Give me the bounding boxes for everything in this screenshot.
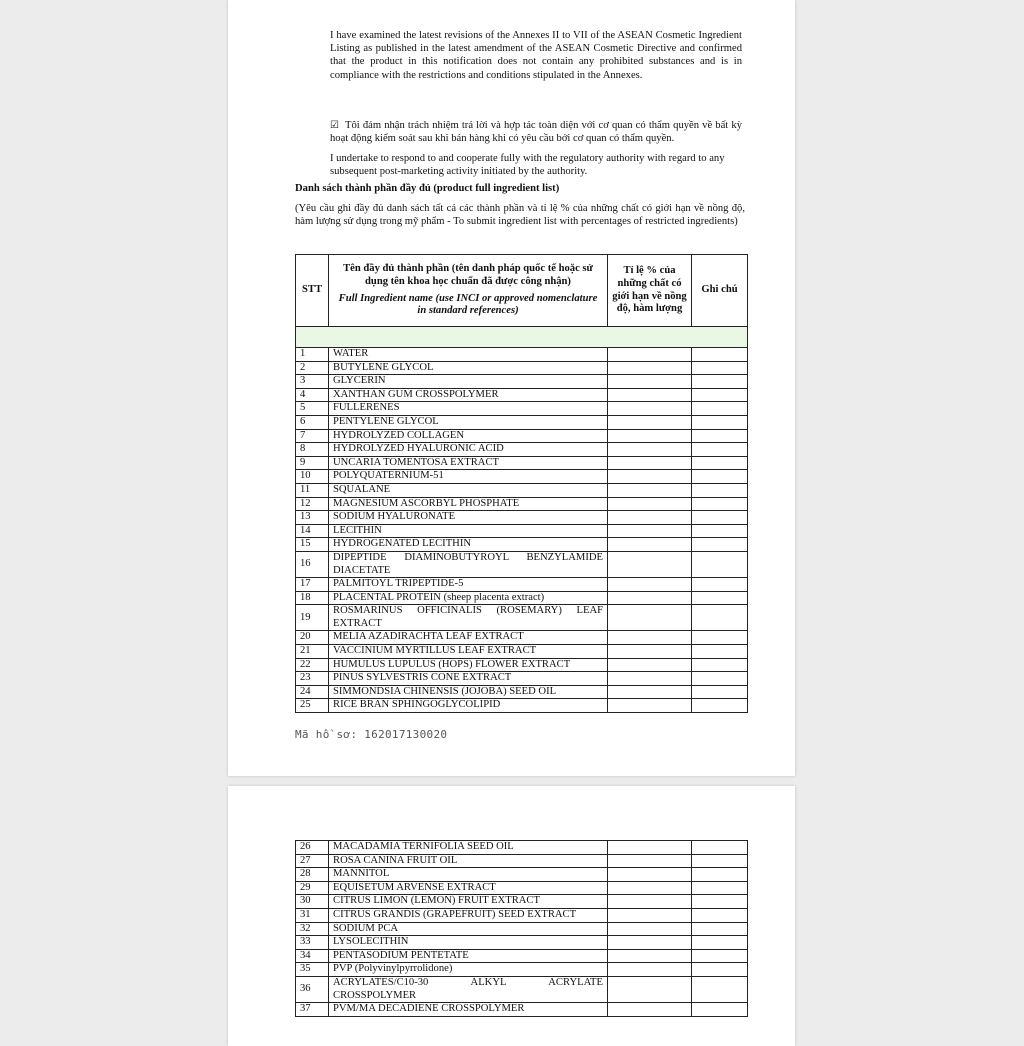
note-cell <box>692 443 748 457</box>
restricted-percent-cell <box>608 1003 692 1017</box>
row-number: 3 <box>296 375 329 389</box>
table-row <box>296 685 748 699</box>
ingredient-name: PENTYLENE GLYCOL <box>329 415 608 429</box>
ingredient-name: SQUALANE <box>329 483 608 497</box>
ingredient-name: POLYQUATERNIUM-51 <box>329 470 608 484</box>
table-header-row <box>296 255 748 327</box>
table-row <box>296 936 748 950</box>
restricted-percent-cell <box>608 524 692 538</box>
table-row <box>296 511 748 525</box>
row-number: 6 <box>296 415 329 429</box>
note-cell <box>692 375 748 389</box>
blank-highlight-cell <box>296 327 748 348</box>
annex-compliance-paragraph: I have examined the latest revisions of the Annexes II to VII of the ASEAN Cosmetic Ingredient Listing as published in the latest amendment of the ASEAN Cosmetic Directive and confirmed that the product in this notification does not contain any prohibited substances and is in compliance with the restrictions and conditions stipulated in the Annexes. <box>330 30 742 81</box>
ingredient-name: LECITHIN <box>329 524 608 538</box>
row-number: 5 <box>296 402 329 416</box>
table-row <box>296 1003 748 1017</box>
undertake-en-paragraph: I undertake to respond to and cooperate fully with the regulatory authority with regard to any subsequent post-marketing activity initiated by the authority. <box>330 153 725 178</box>
ingredient-name: MANNITOL <box>329 868 608 882</box>
row-number: 22 <box>296 658 329 672</box>
ingredient-name: GLYCERIN <box>329 375 608 389</box>
ingredient-name: ROSMARINUS OFFICINALIS (ROSEMARY) LEAF EXTRACT <box>329 605 608 631</box>
row-number: 26 <box>296 841 329 855</box>
note-cell <box>692 841 748 855</box>
table-row <box>296 375 748 389</box>
row-number: 37 <box>296 1003 329 1017</box>
checked-checkbox-icon: ☑ <box>330 120 339 131</box>
restricted-percent-cell <box>608 388 692 402</box>
ingredient-name: BUTYLENE GLYCOL <box>329 361 608 375</box>
note-cell <box>692 672 748 686</box>
note-cell <box>692 949 748 963</box>
header-restricted-percent: Tỉ lệ % của những chất có giới hạn về nồng độ, hàm lượng <box>608 255 692 327</box>
table-row <box>296 497 748 511</box>
row-number: 31 <box>296 908 329 922</box>
restricted-percent-cell <box>608 672 692 686</box>
row-number: 2 <box>296 361 329 375</box>
row-number: 32 <box>296 922 329 936</box>
restricted-percent-cell <box>608 949 692 963</box>
note-cell <box>692 511 748 525</box>
note-cell <box>692 591 748 605</box>
note-cell <box>692 854 748 868</box>
row-number: 19 <box>296 605 329 631</box>
ingredient-table-page-1 <box>295 254 748 713</box>
restricted-percent-cell <box>608 483 692 497</box>
ingredient-name: RICE BRAN SPHINGOGLYCOLIPID <box>329 699 608 713</box>
row-number: 27 <box>296 854 329 868</box>
row-number: 36 <box>296 976 329 1002</box>
ingredient-name: ACRYLATES/C10-30 ALKYL ACRYLATE CROSSPOLYMER <box>329 976 608 1002</box>
table-row <box>296 348 748 362</box>
row-number: 16 <box>296 551 329 577</box>
ingredient-name: XANTHAN GUM CROSSPOLYMER <box>329 388 608 402</box>
note-cell <box>692 963 748 977</box>
ingredient-table-page-2 <box>295 840 748 1017</box>
ingredient-name: PINUS SYLVESTRIS CONE EXTRACT <box>329 672 608 686</box>
restricted-percent-cell <box>608 402 692 416</box>
ingredient-name: HYDROLYZED COLLAGEN <box>329 429 608 443</box>
table-row <box>296 976 748 1002</box>
note-cell <box>692 976 748 1002</box>
note-cell <box>692 658 748 672</box>
restricted-percent-cell <box>608 895 692 909</box>
header-ingredient-name-vn: Tên đầy đủ thành phần (tên danh pháp quốc tế hoặc sử dụng tên khoa học chuẩn đã được công nhận) <box>343 263 593 287</box>
note-cell <box>692 456 748 470</box>
ingredient-name: HYDROLYZED HYALURONIC ACID <box>329 443 608 457</box>
table-row <box>296 402 748 416</box>
ingredient-name: LYSOLECITHIN <box>329 936 608 950</box>
note-cell <box>692 429 748 443</box>
restricted-percent-cell <box>608 551 692 577</box>
table-row <box>296 854 748 868</box>
ingredient-rows-page-1 <box>296 327 748 713</box>
restricted-percent-cell <box>608 868 692 882</box>
undertake-vn-text: Tôi đảm nhận trách nhiệm trả lời và hợp tác toàn diện với cơ quan có thẩm quyền về bất kỳ hoạt động kiểm soát sau khi bán hàng khi có yêu cầu bởi cơ quan có thẩm quyền. <box>330 120 742 145</box>
restricted-percent-cell <box>608 963 692 977</box>
row-number: 11 <box>296 483 329 497</box>
header-stt: STT <box>296 255 329 327</box>
document-page-1 <box>228 0 795 776</box>
note-cell <box>692 348 748 362</box>
table-row <box>296 443 748 457</box>
table-row <box>296 524 748 538</box>
ingredient-name: SIMMONDSIA CHINENSIS (JOJOBA) SEED OIL <box>329 685 608 699</box>
note-cell <box>692 402 748 416</box>
table-row <box>296 538 748 552</box>
row-number: 12 <box>296 497 329 511</box>
note-cell <box>692 538 748 552</box>
row-number: 30 <box>296 895 329 909</box>
table-row <box>296 699 748 713</box>
note-cell <box>692 922 748 936</box>
ingredient-name: PENTASODIUM PENTETATE <box>329 949 608 963</box>
note-cell <box>692 881 748 895</box>
note-cell <box>692 631 748 645</box>
table-row <box>296 605 748 631</box>
file-code: Mã hồ sơ: 162017130020 <box>295 728 448 741</box>
row-number: 15 <box>296 538 329 552</box>
restricted-percent-cell <box>608 443 692 457</box>
note-cell <box>692 908 748 922</box>
row-number: 17 <box>296 578 329 592</box>
restricted-percent-cell <box>608 881 692 895</box>
table-row <box>296 895 748 909</box>
row-number: 34 <box>296 949 329 963</box>
ingredient-name: DIPEPTIDE DIAMINOBUTYROYL BENZYLAMIDE DIACETATE <box>329 551 608 577</box>
table-row <box>296 578 748 592</box>
table-row <box>296 841 748 855</box>
ingredient-name: CITRUS LIMON (LEMON) FRUIT EXTRACT <box>329 895 608 909</box>
restricted-percent-cell <box>608 511 692 525</box>
restricted-percent-cell <box>608 631 692 645</box>
ingredient-list-heading: Danh sách thành phần đầy đủ (product full ingredient list) <box>295 183 560 194</box>
restricted-percent-cell <box>608 685 692 699</box>
restricted-percent-cell <box>608 922 692 936</box>
row-number: 20 <box>296 631 329 645</box>
table-row <box>296 672 748 686</box>
row-number: 18 <box>296 591 329 605</box>
table-row <box>296 361 748 375</box>
note-cell <box>692 645 748 659</box>
row-number: 4 <box>296 388 329 402</box>
table-row <box>296 908 748 922</box>
restricted-percent-cell <box>608 456 692 470</box>
table-row <box>296 415 748 429</box>
note-cell <box>692 388 748 402</box>
table-row <box>296 645 748 659</box>
table-row <box>296 631 748 645</box>
row-number: 35 <box>296 963 329 977</box>
header-note: Ghi chú <box>692 255 748 327</box>
row-number: 28 <box>296 868 329 882</box>
table-row <box>296 658 748 672</box>
note-cell <box>692 524 748 538</box>
restricted-percent-cell <box>608 348 692 362</box>
header-ingredient-name-en: Full Ingredient name (use INCI or approved nomenclature in standard references) <box>338 292 598 317</box>
restricted-percent-cell <box>608 936 692 950</box>
restricted-percent-cell <box>608 841 692 855</box>
row-number: 14 <box>296 524 329 538</box>
ingredient-name: SODIUM HYALURONATE <box>329 511 608 525</box>
row-number: 7 <box>296 429 329 443</box>
restricted-percent-cell <box>608 976 692 1002</box>
table-row <box>296 483 748 497</box>
row-number: 13 <box>296 511 329 525</box>
note-cell <box>692 578 748 592</box>
row-number: 1 <box>296 348 329 362</box>
restricted-percent-cell <box>608 658 692 672</box>
table-row <box>296 881 748 895</box>
ingredient-name: VACCINIUM MYRTILLUS LEAF EXTRACT <box>329 645 608 659</box>
ingredient-name: SODIUM PCA <box>329 922 608 936</box>
note-cell <box>692 497 748 511</box>
ingredient-name: PLACENTAL PROTEIN (sheep placenta extract) <box>329 591 608 605</box>
note-cell <box>692 895 748 909</box>
note-cell <box>692 483 748 497</box>
row-number: 25 <box>296 699 329 713</box>
row-number: 10 <box>296 470 329 484</box>
row-number: 24 <box>296 685 329 699</box>
note-cell <box>692 685 748 699</box>
table-row <box>296 551 748 577</box>
blank-highlight-row <box>296 327 748 348</box>
table-row <box>296 922 748 936</box>
ingredient-name: PVM/MA DECADIENE CROSSPOLYMER <box>329 1003 608 1017</box>
table-row <box>296 868 748 882</box>
note-cell <box>692 1003 748 1017</box>
row-number: 9 <box>296 456 329 470</box>
ingredient-name: MACADAMIA TERNIFOLIA SEED OIL <box>329 841 608 855</box>
row-number: 33 <box>296 936 329 950</box>
restricted-percent-cell <box>608 591 692 605</box>
table-row <box>296 470 748 484</box>
row-number: 29 <box>296 881 329 895</box>
table-row <box>296 388 748 402</box>
note-cell <box>692 470 748 484</box>
restricted-percent-cell <box>608 854 692 868</box>
header-ingredient-name <box>329 255 608 327</box>
ingredient-name: MAGNESIUM ASCORBYL PHOSPHATE <box>329 497 608 511</box>
undertake-vn-paragraph <box>330 119 742 145</box>
ingredient-name: FULLERENES <box>329 402 608 416</box>
ingredient-list-note: (Yêu cầu ghi đầy đủ danh sách tất cả các thành phần và tỉ lệ % của những chất có giới hạn về nồng độ, hàm lượng sử dụng trong mỹ phẩm - To submit ingredient list with percentages of restricted ingredients) <box>295 203 745 228</box>
ingredient-name: MELIA AZADIRACHTA LEAF EXTRACT <box>329 631 608 645</box>
restricted-percent-cell <box>608 538 692 552</box>
table-row <box>296 949 748 963</box>
restricted-percent-cell <box>608 908 692 922</box>
restricted-percent-cell <box>608 497 692 511</box>
restricted-percent-cell <box>608 605 692 631</box>
ingredient-name: WATER <box>329 348 608 362</box>
ingredient-name: PVP (Polyvinylpyrrolidone) <box>329 963 608 977</box>
table-row <box>296 456 748 470</box>
restricted-percent-cell <box>608 470 692 484</box>
note-cell <box>692 361 748 375</box>
restricted-percent-cell <box>608 361 692 375</box>
note-cell <box>692 699 748 713</box>
ingredient-name: HYDROGENATED LECITHIN <box>329 538 608 552</box>
row-number: 21 <box>296 645 329 659</box>
row-number: 23 <box>296 672 329 686</box>
ingredient-name: UNCARIA TOMENTOSA EXTRACT <box>329 456 608 470</box>
ingredient-rows-page-2 <box>296 841 748 1017</box>
restricted-percent-cell <box>608 429 692 443</box>
restricted-percent-cell <box>608 645 692 659</box>
restricted-percent-cell <box>608 415 692 429</box>
restricted-percent-cell <box>608 578 692 592</box>
ingredient-name: EQUISETUM ARVENSE EXTRACT <box>329 881 608 895</box>
ingredient-name: PALMITOYL TRIPEPTIDE-5 <box>329 578 608 592</box>
restricted-percent-cell <box>608 699 692 713</box>
restricted-percent-cell <box>608 375 692 389</box>
ingredient-name: CITRUS GRANDIS (GRAPEFRUIT) SEED EXTRACT <box>329 908 608 922</box>
note-cell <box>692 551 748 577</box>
table-row <box>296 963 748 977</box>
ingredient-name: HUMULUS LUPULUS (HOPS) FLOWER EXTRACT <box>329 658 608 672</box>
note-cell <box>692 605 748 631</box>
table-row <box>296 591 748 605</box>
table-row <box>296 429 748 443</box>
note-cell <box>692 415 748 429</box>
note-cell <box>692 936 748 950</box>
note-cell <box>692 868 748 882</box>
ingredient-name: ROSA CANINA FRUIT OIL <box>329 854 608 868</box>
row-number: 8 <box>296 443 329 457</box>
